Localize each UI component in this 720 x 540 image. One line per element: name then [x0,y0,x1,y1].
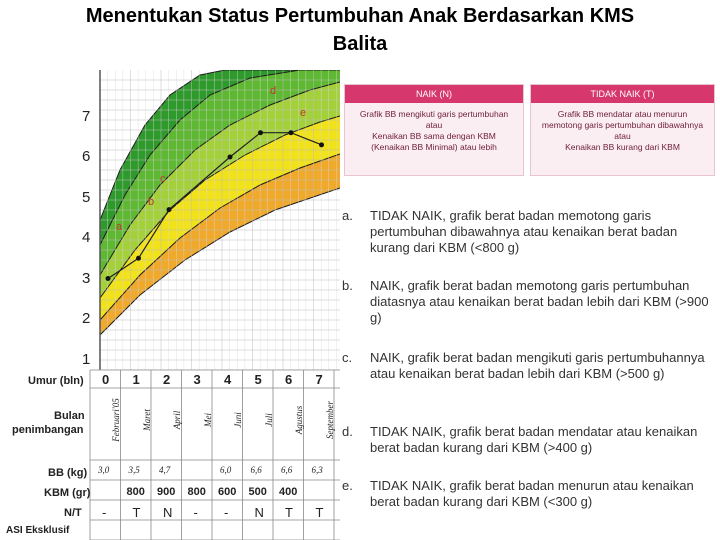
kbm-value: 800 [126,486,145,498]
legend-naik-line: atau [425,120,443,130]
title-line-1: Menentukan Status Pertumbuhan Anak Berdasarkan KMS [85,5,635,27]
month-number: 4 [224,372,232,387]
kbm-value: 800 [187,486,206,498]
list-text: NAIK, grafik berat badan mengikuti garis pertumbuhannya atau kenaikan berat badan lebih dari KBM (>500 g) [370,350,705,381]
month-name: Mei [202,413,213,427]
umur-label: Umur (bln) [28,375,84,387]
list-marker: e. [342,478,353,493]
list-marker: a. [342,208,353,223]
y-tick-label: 6 [82,148,91,165]
legend-tidak-naik [530,84,715,176]
month-name: Maret [141,409,152,431]
list-item [342,424,712,456]
bb-value: 6,6 [250,465,262,475]
bb-label: BB (kg) [48,467,88,479]
month-name: Juli [263,413,274,427]
bb-value: 6,0 [220,465,232,475]
legend-naik-line: Kenaikan BB sama dengan KBM [372,131,496,141]
legend-naik-line: (Kenaikan BB Minimal) atau lebih [371,142,497,152]
list-marker: c. [342,350,353,365]
list-marker: d. [342,424,353,439]
bb-value: 3,0 [98,465,110,475]
legend-tidak-line: Kenaikan BB kurang dari KBM [565,142,680,152]
nt-value: T [285,505,293,520]
month-number: 2 [163,372,171,387]
month-name: Juni [233,412,243,428]
nt-label: N/T [64,507,82,519]
kbm-value: 500 [248,486,267,498]
weight-point [289,130,294,135]
weight-point [319,142,324,147]
legend-naik-header: NAIK (N) [345,85,523,103]
y-tick-label: 5 [82,188,91,206]
month-name: Februari'05 [111,398,121,442]
bb-value: 6,6 [281,465,293,475]
month-name: Agustus [294,405,304,435]
list-marker: b. [342,278,353,293]
month-name: September [324,401,335,439]
point-label: d [270,85,277,97]
nt-value: - [224,505,229,520]
kbm-value: 400 [279,486,298,498]
bulan-label: Bulan [54,410,85,422]
kbm-label: KBM (gr) [44,487,91,499]
point-label: b [148,196,155,208]
nt-value: N [163,505,173,520]
legend-naik [344,84,524,176]
y-tick-label: 7 [82,107,91,125]
month-number: 1 [132,372,140,387]
weight-point [258,130,263,135]
month-number: 6 [285,372,293,387]
kms-chart [0,70,340,540]
nt-value: T [315,505,324,520]
bb-value: 4,7 [159,465,171,475]
list-item [342,350,712,382]
point-label: a [116,221,123,233]
point-label: e [300,107,307,119]
asi-label: ASI Eksklusif [6,525,70,536]
legend-tidak-header: TIDAK NAIK (T) [531,85,714,103]
nt-value: T [132,505,141,520]
page-title [0,2,720,58]
weight-point [228,155,233,160]
y-tick-label: 4 [82,229,91,246]
bb-value: 6,3 [311,465,323,475]
y-tick-label: 2 [82,310,91,327]
list-item [342,208,712,256]
list-text: TIDAK NAIK, grafik berat badan memotong garis pertumbuhan dibawahnya atau kenaikan berat badan kurang dari KBM (<800 g) [370,208,678,255]
legend-naik-line: Grafik BB mengikuti garis pertumbuhan [359,109,509,119]
list-text: TIDAK NAIK, grafik berat badan mendatar atau kenaikan berat badan kurang dari KBM (>400 g) [370,424,698,455]
list-item [342,478,712,510]
month-number: 0 [102,372,110,387]
legend-tidak-line: Grafik BB mendatar atau menurun [557,109,688,119]
nt-value: N [254,505,264,520]
point-label: c [160,173,166,185]
y-tick-label: 1 [82,350,91,368]
weight-point [136,256,141,261]
weight-point [106,276,111,281]
month-number: 3 [193,372,201,387]
kbm-value: 900 [157,486,176,498]
weight-point [167,207,172,212]
penimbangan-label: penimbangan [12,424,84,436]
month-number: 5 [254,372,262,387]
list-text: NAIK, grafik berat badan memotong garis pertumbuhan diatasnya atau kenaikan berat badan lebih dari KBM (>900 g) [370,278,709,325]
bb-value: 3,5 [128,465,140,475]
legend-tidak-line: atau [614,131,631,141]
month-number: 7 [315,372,323,387]
nt-value: - [193,505,198,520]
month-name: April [172,410,182,430]
list-text: TIDAK NAIK, grafik berat badan menurun atau kenaikan berat badan kurang dari KBM (<300 g) [370,478,694,509]
nt-value: - [102,505,107,520]
list-item [342,278,712,326]
title-line-2: Balita [332,33,388,55]
y-tick-label: 3 [82,269,91,287]
legend-tidak-line: memotong garis pertumbuhan dibawahnya [541,120,704,130]
kbm-value: 600 [218,486,237,498]
